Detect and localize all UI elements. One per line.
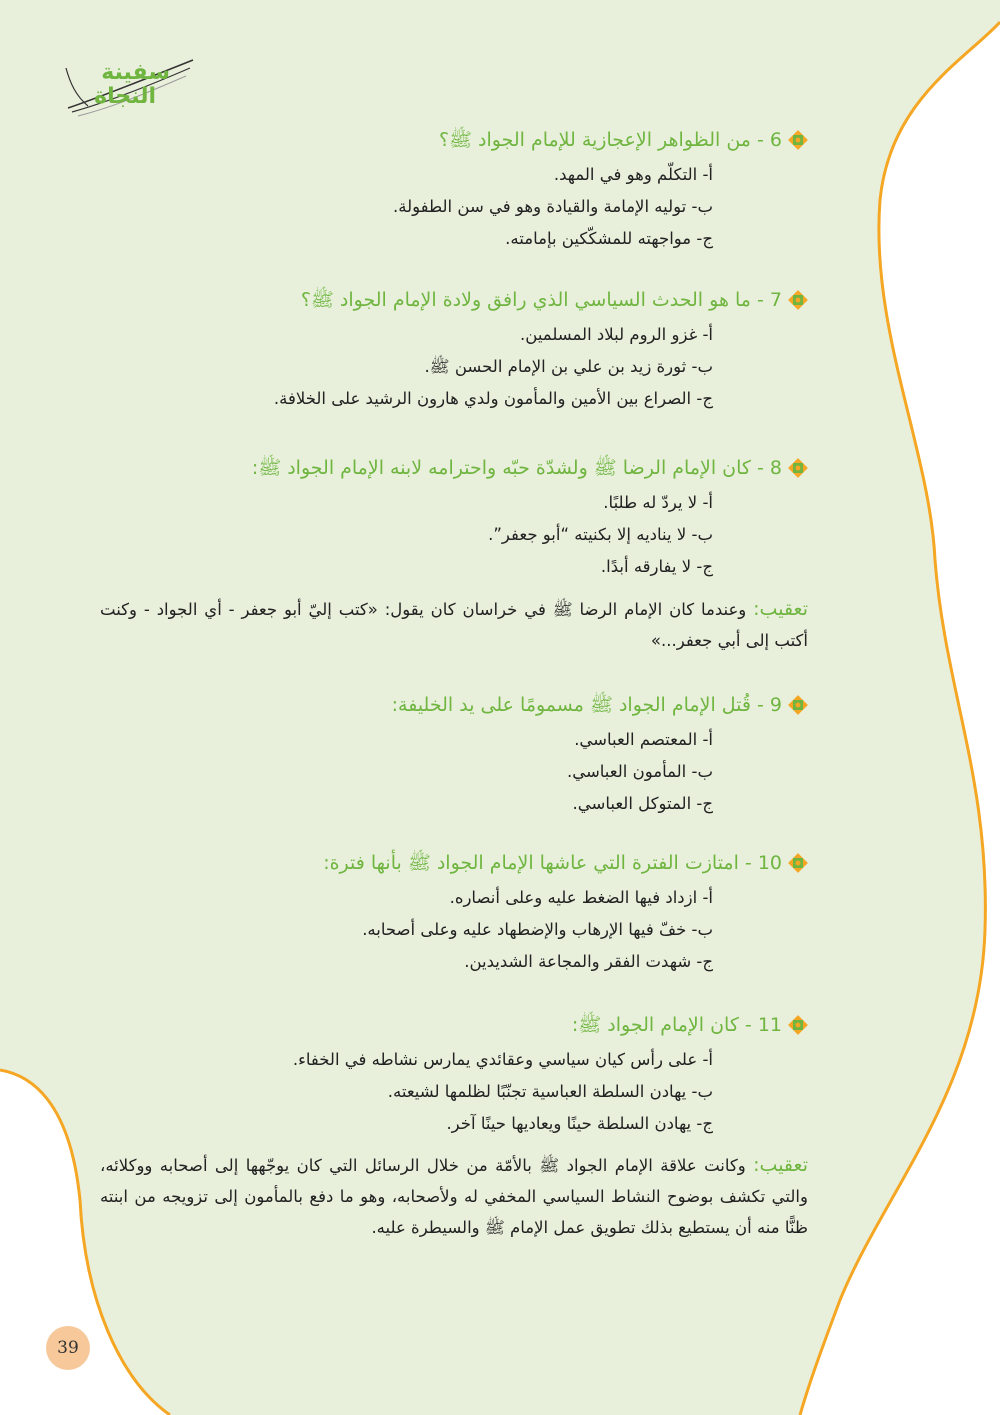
ornament-icon xyxy=(788,695,808,715)
option: ج- الصراع بين الأمين والمأمون ولدي هارون الرشيد على الخلافة. xyxy=(273,389,713,408)
question-11 xyxy=(293,1010,808,1140)
question-9 xyxy=(392,690,808,820)
option: ب- المأمون العباسي. xyxy=(566,762,713,781)
question-title: 8 - كان الإمام الرضا ﷺ ولشدّة حبّه واحترامه لابنه الإمام الجواد ﷺ: xyxy=(252,453,808,483)
option: ج- شهدت الفقر والمجاعة الشديدين. xyxy=(464,952,713,971)
question-title: 7 - ما هو الحدث السياسي الذي رافق ولادة الإمام الجواد ﷺ؟ xyxy=(274,285,808,315)
option: ب- يهادن السلطة العباسية تجنّبًا لظلمها لشيعته. xyxy=(387,1082,713,1101)
ornament-icon xyxy=(788,853,808,873)
ornament-icon xyxy=(788,1015,808,1035)
option: ج- المتوكل العباسي. xyxy=(572,794,713,813)
logo-text-top: سفينة xyxy=(101,60,170,85)
option: أ- التكلّم وهو في المهد. xyxy=(553,165,713,184)
question-title: 6 - من الظواهر الإعجازية للإمام الجواد ﷺ؟ xyxy=(393,125,808,155)
option: ب- خفّ فيها الإرهاب والإضطهاد عليه وعلى أصحابه. xyxy=(362,920,713,939)
ornament-icon xyxy=(788,290,808,310)
option: ج- يهادن السلطة حينًا ويعاديها حينًا آخر. xyxy=(446,1114,713,1133)
option: ب- ثورة زيد بن علي بن الإمام الحسن ﷺ. xyxy=(424,357,713,376)
option: أ- غزو الروم لبلاد المسلمين. xyxy=(520,325,713,344)
comment-label: تعقيب: xyxy=(753,1154,808,1176)
comment-note-1 xyxy=(100,594,808,656)
logo-text-bottom: النجاة xyxy=(94,84,156,109)
question-7 xyxy=(274,285,808,415)
question-6 xyxy=(393,125,808,255)
option: ب- لا يناديه إلا بكنيته “أبو جعفر”. xyxy=(488,525,713,544)
question-title: 9 - قُتل الإمام الجواد ﷺ مسمومًا على يد الخليفة: xyxy=(392,690,808,720)
comment-text: وكانت علاقة الإمام الجواد ﷺ بالأمّة من خلال الرسائل التي كان يوجّهها إلى أصحابه ووكلائه، والتي تكشف بوضوح النشاط السياسي المخفي له ولأصحابه، وهو ما دفع بالمأمون إلى تزويجه من ابنته ظنًّا منه أن يستطيع بذلك تطويق عمل الإمام ﷺ والسيطرة عليه. xyxy=(100,1156,808,1237)
ornament-icon xyxy=(788,458,808,478)
comment-text: وعندما كان الإمام الرضا ﷺ في خراسان كان يقول: «كتب إليّ أبو جعفر - أي الجواد - وكنت أكتب إلى أبي جعفر...» xyxy=(100,600,808,650)
option: ب- توليه الإمامة والقيادة وهو في سن الطفولة. xyxy=(393,197,713,216)
option: أ- المعتصم العباسي. xyxy=(574,730,713,749)
question-10 xyxy=(323,848,808,978)
comment-label: تعقيب: xyxy=(753,598,809,620)
option: أ- لا يردّ له طلبًا. xyxy=(603,493,713,512)
logo xyxy=(58,58,198,120)
option: أ- ازداد فيها الضغط عليه وعلى أنصاره. xyxy=(449,888,713,907)
option: ج- مواجهته للمشكّكين بإمامته. xyxy=(505,229,713,248)
question-title: 10 - امتازت الفترة التي عاشها الإمام الجواد ﷺ بأنها فترة: xyxy=(323,848,808,878)
option: أ- على رأس كيان سياسي وعقائدي يمارس نشاطه في الخفاء. xyxy=(292,1050,713,1069)
question-8 xyxy=(252,453,808,583)
ornament-icon xyxy=(788,130,808,150)
question-title: 11 - كان الإمام الجواد ﷺ: xyxy=(293,1010,808,1040)
comment-note-2 xyxy=(100,1150,808,1243)
option: ج- لا يفارقه أبدًا. xyxy=(600,557,713,576)
page-number: 39 xyxy=(46,1326,90,1370)
